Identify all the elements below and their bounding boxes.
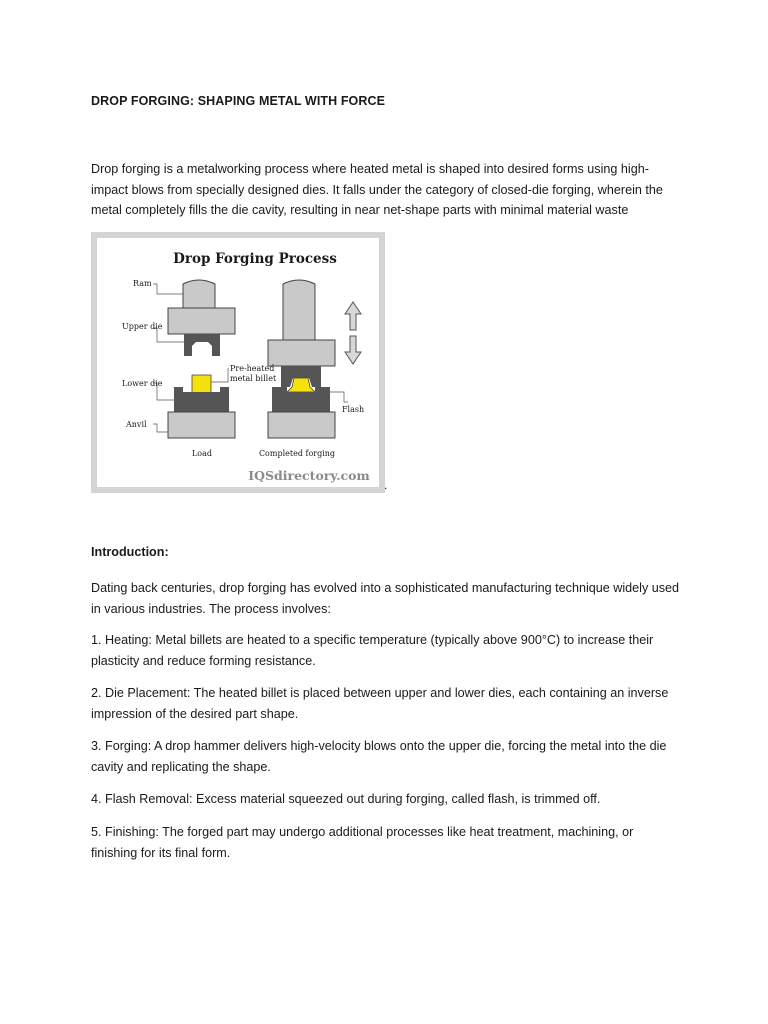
upper-die-plate-right (268, 340, 335, 366)
figure-trailing-mark: . (384, 478, 388, 492)
billet-label-line2: metal billet (230, 374, 277, 383)
flash-label: Flash (342, 405, 365, 414)
document-title: DROP FORGING: SHAPING METAL WITH FORCE (91, 94, 386, 108)
load-label: Load (191, 449, 213, 458)
step-item: 2. Die Placement: The heated billet is placed between upper and lower dies, each containing an inverse impression of the desired part shape. (91, 686, 669, 721)
intro-paragraph: Drop forging is a metalworking process where heated metal is shaped into desired forms using high-impact blows from specially designed dies. It falls under the category of closed-die forging, wherein the metal completely fills the die cavity, resulting in near net-shape parts with minimal material waste (91, 162, 663, 217)
section-heading: Introduction: (91, 545, 169, 559)
billet-label-line1: Pre-heated (230, 364, 275, 373)
anvil-shape-right (268, 412, 335, 438)
anvil-shape (168, 412, 235, 438)
figure-title: Drop Forging Process (173, 251, 337, 267)
drop-forging-figure (91, 232, 388, 493)
ram-shape (183, 280, 215, 308)
figure-canvas (97, 238, 379, 487)
watermark-text: IQSdirectory.com (248, 468, 370, 483)
completed-forging-label: Completed forging (258, 449, 336, 458)
anvil-label: Anvil (126, 420, 147, 429)
upper-die-label: Upper die (122, 322, 163, 331)
section-paragraph: Dating back centuries, drop forging has evolved into a sophisticated manufacturing technique widely used in various industries. The process involves: (91, 581, 680, 616)
step-item: 4. Flash Removal: Excess material squeezed out during forging, called flash, is trimmed off. (91, 792, 601, 806)
ram-label: Ram (133, 279, 152, 288)
figure-svg (91, 232, 388, 493)
step-item: 3. Forging: A drop hammer delivers high-velocity blows onto the upper die, forcing the metal into the die cavity and replicating the shape. (91, 739, 667, 774)
lower-die-label: Lower die (122, 379, 163, 388)
billet-shape (192, 375, 211, 393)
ram-shape-right (283, 280, 315, 340)
step-item: 1. Heating: Metal billets are heated to a specific temperature (typically above 900°C) to increase their plasticity and reduce forming resistance. (91, 633, 654, 668)
step-item: 5. Finishing: The forged part may undergo additional processes like heat treatment, machining, or finishing for its final form. (91, 825, 634, 860)
upper-die-plate (168, 308, 235, 334)
